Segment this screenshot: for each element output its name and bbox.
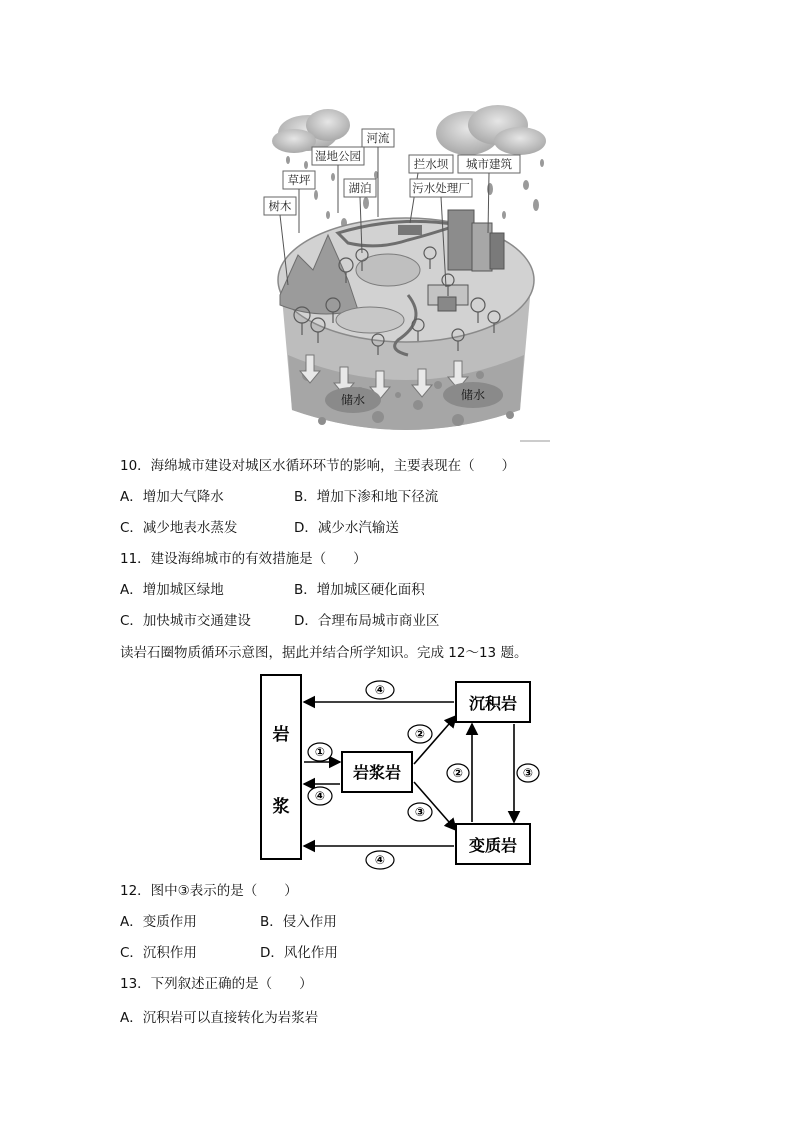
- sponge-city-illustration: [258, 105, 554, 443]
- q12-option-d: D．风化作用: [260, 945, 338, 961]
- label-1: [308, 743, 332, 761]
- storage-left-label: 储水: [340, 393, 366, 407]
- q11-option-d: D．合理布局城市商业区: [294, 613, 440, 629]
- q13-stem: 13．下列叙述正确的是（ ）: [120, 976, 313, 992]
- svg-text:④: ④: [374, 853, 386, 867]
- svg-text:污水处理厂: 污水处理厂: [412, 181, 470, 195]
- svg-text:③: ③: [522, 766, 534, 780]
- wetland-shape: [336, 307, 404, 333]
- q10-option-a: A．增加大气降水: [120, 489, 224, 505]
- lake-shape: [356, 254, 420, 286]
- svg-text:城市建筑: 城市建筑: [466, 157, 512, 171]
- svg-text:④: ④: [374, 683, 386, 697]
- svg-text:③: ③: [414, 805, 426, 819]
- q10-stem: 10．海绵城市建设对城区水循环环节的影响，主要表现在（ ）: [120, 458, 516, 474]
- q12-option-b: B．侵入作用: [260, 914, 337, 930]
- q12-stem: 12．图中③表示的是（ ）: [120, 883, 298, 899]
- q13-option-a: A．沉积岩可以直接转化为岩浆岩: [120, 1010, 319, 1026]
- svg-text:②: ②: [452, 766, 464, 780]
- magma-box: [261, 675, 301, 859]
- label-2-vertical: [447, 764, 469, 782]
- dam-shape: [398, 225, 422, 235]
- label-3-vertical: [517, 764, 539, 782]
- magma-label-top: 岩: [272, 725, 290, 745]
- svg-text:树木: 树木: [268, 199, 292, 213]
- storage-right-label: 储水: [460, 388, 486, 402]
- label-3-diagonal: [408, 803, 432, 821]
- cloud-left: [272, 109, 350, 153]
- q12-option-a: A．变质作用: [120, 914, 197, 930]
- label-2-diagonal: [408, 725, 432, 743]
- q11-stem: 11．建设海绵城市的有效措施是（ ）: [120, 551, 367, 567]
- q10-option-b: B．增加下渗和地下径流: [294, 489, 439, 505]
- section-intro: 读岩石圈物质循环示意图，据此并结合所学知识。完成 12～13 题。: [120, 645, 528, 661]
- q11-option-c: C．加快城市交通建设: [120, 613, 251, 629]
- q10-option-d: D．减少水汽输送: [294, 520, 399, 536]
- label-4-top: [366, 681, 394, 699]
- q11-option-b: B．增加城区硬化面积: [294, 582, 425, 598]
- q12-option-c: C．沉积作用: [120, 945, 197, 961]
- svg-text:拦水坝: 拦水坝: [413, 157, 449, 171]
- svg-text:草坪: 草坪: [287, 173, 311, 187]
- svg-text:④: ④: [314, 789, 326, 803]
- svg-text:湖泊: 湖泊: [348, 181, 372, 195]
- svg-text:湿地公园: 湿地公园: [315, 149, 361, 163]
- igneous-label: 岩浆岩: [352, 763, 402, 782]
- rock-cycle-diagram: [258, 672, 540, 872]
- q11-option-a: A．增加城区绿地: [120, 582, 224, 598]
- svg-text:②: ②: [414, 727, 426, 741]
- magma-label-bottom: 浆: [272, 797, 290, 817]
- label-4-middle: [308, 787, 332, 805]
- metamorphic-label: 变质岩: [468, 836, 518, 855]
- q10-option-c: C．减少地表水蒸发: [120, 520, 238, 536]
- svg-text:①: ①: [314, 745, 326, 759]
- sedimentary-label: 沉积岩: [468, 694, 518, 713]
- cloud-right: [436, 105, 546, 155]
- label-4-bottom: [366, 851, 394, 869]
- svg-text:河流: 河流: [366, 131, 390, 145]
